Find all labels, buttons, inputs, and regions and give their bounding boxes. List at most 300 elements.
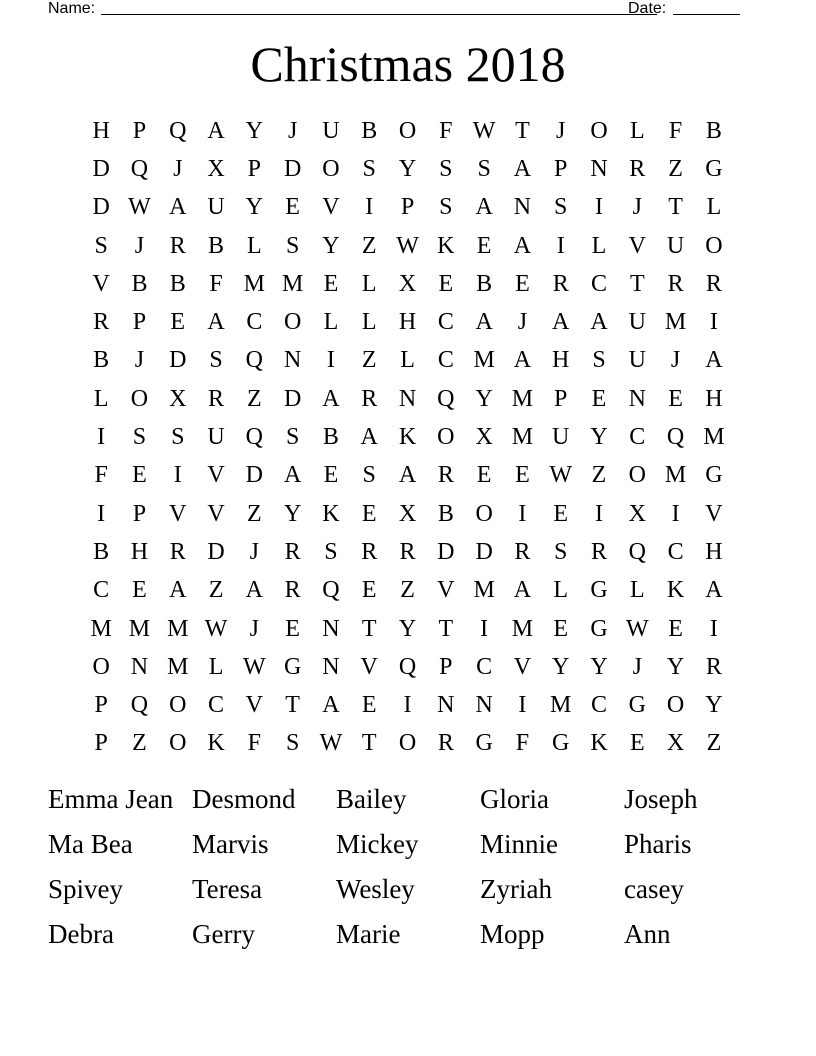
grid-letter: E xyxy=(361,692,377,719)
grid-letter: M xyxy=(281,270,304,297)
grid-letter: S xyxy=(439,194,453,221)
grid-letter: Z xyxy=(361,347,377,374)
grid-letter: R xyxy=(399,538,416,565)
grid-letter: X xyxy=(666,730,685,757)
grid-letter: E xyxy=(361,500,377,527)
grid-letter: G xyxy=(590,577,608,604)
grid-letter: Q xyxy=(130,692,149,719)
grid-letter: E xyxy=(476,232,492,259)
grid-letter: W xyxy=(128,194,151,221)
grid-letter: V xyxy=(245,692,263,719)
grid-letter: I xyxy=(518,692,527,719)
grid-letter: T xyxy=(361,615,377,642)
grid-letter: S xyxy=(362,462,376,489)
grid-letter: K xyxy=(322,500,340,527)
grid-letter: O xyxy=(283,309,302,336)
grid-letter: R xyxy=(591,538,608,565)
grid-letter: M xyxy=(243,270,265,297)
grid-letter: T xyxy=(515,117,530,144)
grid-letter: A xyxy=(245,577,263,604)
grid-letter: C xyxy=(667,538,684,565)
grid-letter: K xyxy=(398,424,417,451)
grid-letter: Z xyxy=(706,730,722,757)
grid-letter: D xyxy=(283,155,302,182)
grid-letter: Y xyxy=(552,653,570,680)
grid-letter: O xyxy=(92,653,110,680)
grid-letter: E xyxy=(285,615,300,642)
grid-letter: E xyxy=(668,385,683,412)
grid-letter: U xyxy=(322,117,340,144)
grid-letter: L xyxy=(361,309,377,336)
grid-letter: W xyxy=(319,730,343,757)
grid-letter: D xyxy=(92,194,110,221)
grid-letter: A xyxy=(207,117,225,144)
grid-letter: I xyxy=(518,500,527,527)
grid-letter: I xyxy=(97,424,106,451)
grid-letter: E xyxy=(515,462,530,489)
grid-letter: R xyxy=(667,270,684,297)
grid-letter: R xyxy=(361,538,378,565)
grid-letter: R xyxy=(514,538,531,565)
grid-letter: N xyxy=(628,385,646,412)
grid-letter: D xyxy=(207,538,225,565)
grid-letter: Q xyxy=(398,653,417,680)
grid-letter: Z xyxy=(247,385,262,412)
grid-letter: N xyxy=(513,194,532,221)
grid-letter: A xyxy=(169,194,187,221)
grid-letter: I xyxy=(709,309,718,336)
word-list xyxy=(48,778,768,958)
word-list-item: Bailey xyxy=(336,784,407,814)
grid-letter: J xyxy=(670,347,681,374)
grid-letter: O xyxy=(398,730,417,757)
grid-letter: W xyxy=(472,117,496,144)
word-list-item: Gloria xyxy=(480,784,549,814)
grid-letter: L xyxy=(323,309,339,336)
grid-letter: N xyxy=(437,692,455,719)
grid-letter: R xyxy=(437,462,454,489)
word-list-item: Minnie xyxy=(480,829,558,859)
grid-letter: I xyxy=(403,692,412,719)
grid-letter: R xyxy=(437,730,454,757)
grid-letter: R xyxy=(93,309,110,336)
grid-letter: G xyxy=(705,462,723,489)
grid-letter: E xyxy=(285,194,300,221)
grid-letter: T xyxy=(361,730,377,757)
grid-letter: C xyxy=(437,309,454,336)
grid-letter: M xyxy=(550,692,572,719)
grid-letter: S xyxy=(285,232,300,259)
grid-letter: Q xyxy=(130,155,149,182)
grid-letter: P xyxy=(94,730,108,757)
grid-letter: J xyxy=(517,309,528,336)
word-list-item: Marie xyxy=(336,919,401,949)
word-list-item: Marvis xyxy=(192,829,269,859)
grid-letter: F xyxy=(439,117,453,144)
grid-letter: Z xyxy=(208,577,224,604)
grid-letter: A xyxy=(322,385,340,412)
grid-letter: I xyxy=(480,615,489,642)
grid-letter: E xyxy=(170,309,186,336)
grid-letter: R xyxy=(208,385,225,412)
grid-letter: A xyxy=(398,462,417,489)
grid-letter: R xyxy=(284,577,301,604)
grid-letter: N xyxy=(130,653,149,680)
grid-letter: G xyxy=(628,692,646,719)
grid-letter: M xyxy=(473,577,495,604)
grid-letter: A xyxy=(475,194,493,221)
grid-letter: X xyxy=(475,424,493,451)
grid-letter: H xyxy=(552,347,570,374)
grid-letter: D xyxy=(92,155,110,182)
grid-letter: E xyxy=(553,615,569,642)
grid-letter: Q xyxy=(437,385,455,412)
grid-letter: Z xyxy=(591,462,607,489)
grid-letter: B xyxy=(361,117,378,144)
grid-letter: C xyxy=(591,270,608,297)
grid-letter: Q xyxy=(322,577,340,604)
grid-letter: T xyxy=(438,615,454,642)
word-list-item: Teresa xyxy=(192,874,263,904)
grid-letter: O xyxy=(437,424,455,451)
grid-letter: H xyxy=(705,538,723,565)
grid-letter: S xyxy=(554,538,568,565)
grid-letter: R xyxy=(169,538,186,565)
grid-letter: U xyxy=(552,424,570,451)
grid-letter: Y xyxy=(245,117,263,144)
grid-letter: O xyxy=(322,155,340,182)
grid-letter: M xyxy=(511,385,534,412)
grid-letter: W xyxy=(204,615,228,642)
grid-letter: N xyxy=(322,653,340,680)
grid-letter: J xyxy=(287,117,298,144)
grid-letter: U xyxy=(628,309,646,336)
grid-letter: A xyxy=(283,462,302,489)
grid-letter: E xyxy=(668,615,683,642)
grid-letter: E xyxy=(132,577,147,604)
grid-letter: G xyxy=(705,155,723,182)
grid-letter: X xyxy=(169,385,187,412)
grid-letter: N xyxy=(283,347,302,374)
grid-letter: U xyxy=(207,424,225,451)
grid-letter: I xyxy=(365,194,374,221)
grid-letter: X xyxy=(207,155,225,182)
grid-letter: V xyxy=(437,577,455,604)
grid-letter: O xyxy=(169,692,187,719)
grid-letter: K xyxy=(207,730,225,757)
word-list-item: Emma Jean xyxy=(48,784,174,814)
grid-letter: C xyxy=(246,309,263,336)
grid-letter: J xyxy=(134,347,145,374)
worksheet-header xyxy=(48,0,748,22)
grid-letter: E xyxy=(132,462,147,489)
grid-letter: V xyxy=(705,500,723,527)
grid-letter: M xyxy=(90,615,112,642)
grid-letter: M xyxy=(664,462,687,489)
word-list-item: Mopp xyxy=(480,919,545,949)
grid-letter: L xyxy=(400,347,415,374)
grid-letter: N xyxy=(322,615,340,642)
word-list-item: Pharis xyxy=(624,829,692,859)
grid-letter: L xyxy=(553,577,569,604)
grid-letter: H xyxy=(92,117,110,144)
grid-letter: J xyxy=(173,155,183,182)
grid-letter: B xyxy=(322,424,339,451)
grid-letter: D xyxy=(169,347,187,374)
grid-letter: S xyxy=(439,155,453,182)
grid-letter: E xyxy=(323,270,339,297)
grid-letter: I xyxy=(595,194,603,221)
grid-letter: O xyxy=(398,117,417,144)
word-list-item: Mickey xyxy=(336,829,419,859)
grid-letter: N xyxy=(398,385,417,412)
grid-letter: S xyxy=(592,347,606,374)
word-search-grid xyxy=(82,112,733,763)
grid-letter: K xyxy=(437,232,455,259)
word-list-item: Debra xyxy=(48,919,114,949)
grid-letter: E xyxy=(629,730,645,757)
grid-letter: L xyxy=(247,232,262,259)
grid-letter: A xyxy=(705,577,723,604)
grid-letter: Z xyxy=(132,730,147,757)
grid-letter: B xyxy=(93,538,110,565)
grid-letter: P xyxy=(132,309,147,336)
grid-letter: W xyxy=(243,653,266,680)
grid-letter: E xyxy=(438,270,454,297)
page-title: Christmas 2018 xyxy=(250,36,566,92)
grid-letter: C xyxy=(476,653,493,680)
grid-letter: E xyxy=(515,270,530,297)
grid-letter: Z xyxy=(361,232,377,259)
grid-letter: I xyxy=(709,615,718,642)
grid-letter: J xyxy=(249,615,259,642)
word-list-item: Desmond xyxy=(192,784,296,814)
grid-letter: A xyxy=(552,309,570,336)
grid-letter: T xyxy=(629,270,645,297)
grid-letter: T xyxy=(285,692,300,719)
grid-letter: M xyxy=(473,347,495,374)
grid-letter: Y xyxy=(705,692,723,719)
grid-letter: Y xyxy=(283,500,302,527)
word-list-item: Ann xyxy=(624,919,671,949)
grid-letter: S xyxy=(285,730,300,757)
grid-letter: B xyxy=(169,270,186,297)
grid-letter: R xyxy=(169,232,186,259)
grid-letter: A xyxy=(513,577,532,604)
grid-letter: Y xyxy=(398,155,417,182)
grid-letter: J xyxy=(134,232,145,259)
grid-letter: Y xyxy=(322,232,340,259)
grid-letter: V xyxy=(207,500,225,527)
grid-letter: D xyxy=(245,462,263,489)
grid-letter: O xyxy=(705,232,723,259)
grid-letter: B xyxy=(437,500,454,527)
grid-letter: A xyxy=(513,232,532,259)
grid-letter: C xyxy=(437,347,454,374)
grid-letter: V xyxy=(169,500,187,527)
grid-letter: F xyxy=(247,730,262,757)
grid-letter: O xyxy=(130,385,149,412)
grid-letter: V xyxy=(322,194,340,221)
grid-letter: E xyxy=(323,462,339,489)
grid-letter: O xyxy=(475,500,493,527)
grid-letter: V xyxy=(628,232,646,259)
grid-letter: V xyxy=(92,270,110,297)
grid-letter: S xyxy=(94,232,108,259)
grid-letter: Q xyxy=(169,117,187,144)
grid-letter: E xyxy=(361,577,377,604)
grid-letter: W xyxy=(549,462,573,489)
grid-letter: Y xyxy=(590,424,608,451)
grid-letter: G xyxy=(552,730,570,757)
grid-letter: R xyxy=(361,385,378,412)
grid-letter: Q xyxy=(245,347,263,374)
word-list-item: Zyriah xyxy=(480,874,552,904)
grid-letter: Q xyxy=(666,424,685,451)
grid-letter: E xyxy=(476,462,492,489)
date-blank-line xyxy=(673,0,740,15)
grid-letter: L xyxy=(591,232,607,259)
grid-letter: P xyxy=(132,117,147,144)
grid-letter: V xyxy=(513,653,532,680)
grid-letter: P xyxy=(400,194,415,221)
grid-letter: S xyxy=(324,538,338,565)
grid-letter: A xyxy=(705,347,723,374)
grid-letter: W xyxy=(625,615,649,642)
grid-letter: M xyxy=(167,653,189,680)
grid-letter: Y xyxy=(666,653,685,680)
grid-letter: B xyxy=(93,347,110,374)
grid-letter: P xyxy=(132,500,147,527)
grid-letter: N xyxy=(475,692,493,719)
grid-letter: S xyxy=(209,347,223,374)
grid-letter: N xyxy=(590,155,608,182)
grid-letter: M xyxy=(664,309,687,336)
grid-letter: H xyxy=(130,538,149,565)
grid-letter: A xyxy=(169,577,187,604)
grid-letter: Q xyxy=(628,538,646,565)
grid-letter: R xyxy=(629,155,646,182)
grid-letter: Z xyxy=(668,155,683,182)
word-list-item: Wesley xyxy=(336,874,415,904)
grid-letter: U xyxy=(666,232,685,259)
grid-letter: X xyxy=(398,270,417,297)
grid-letter: B xyxy=(208,232,225,259)
grid-letter: J xyxy=(249,538,259,565)
grid-letter: C xyxy=(591,692,608,719)
grid-letter: O xyxy=(666,692,685,719)
grid-letter: A xyxy=(513,155,532,182)
grid-letter: S xyxy=(171,424,185,451)
date-label: Date: xyxy=(628,0,667,17)
grid-letter: A xyxy=(513,347,532,374)
grid-letter: A xyxy=(360,424,378,451)
grid-letter: E xyxy=(591,385,607,412)
grid-letter: A xyxy=(475,309,493,336)
grid-letter: S xyxy=(554,194,568,221)
grid-letter: Z xyxy=(247,500,262,527)
grid-letter: M xyxy=(167,615,189,642)
name-label: Name: xyxy=(48,0,96,17)
grid-letter: A xyxy=(207,309,225,336)
grid-letter: T xyxy=(668,194,683,221)
grid-letter: R xyxy=(552,270,569,297)
grid-letter: P xyxy=(554,155,568,182)
grid-letter: B xyxy=(705,117,722,144)
grid-letter: K xyxy=(590,730,608,757)
grid-letter: D xyxy=(437,538,455,565)
grid-letter: V xyxy=(360,653,378,680)
grid-letter: Y xyxy=(475,385,493,412)
grid-letter: L xyxy=(706,194,722,221)
grid-letter: C xyxy=(629,424,646,451)
grid-letter: D xyxy=(475,538,493,565)
word-list-item: Spivey xyxy=(48,874,124,904)
grid-letter: G xyxy=(590,615,608,642)
grid-letter: J xyxy=(632,653,642,680)
grid-letter: E xyxy=(553,500,569,527)
grid-letter: M xyxy=(703,424,725,451)
grid-letter: P xyxy=(439,653,453,680)
grid-letter: L xyxy=(629,577,645,604)
grid-letter: S xyxy=(285,424,300,451)
word-list-item: casey xyxy=(624,874,684,904)
grid-letter: B xyxy=(131,270,148,297)
grid-letter: C xyxy=(208,692,225,719)
grid-letter: J xyxy=(556,117,566,144)
grid-letter: U xyxy=(628,347,646,374)
grid-letter: I xyxy=(326,347,335,374)
grid-letter: H xyxy=(398,309,417,336)
grid-letter: R xyxy=(705,653,722,680)
grid-letter: I xyxy=(595,500,603,527)
grid-letter: J xyxy=(632,194,642,221)
grid-letter: F xyxy=(515,730,530,757)
grid-letter: F xyxy=(209,270,223,297)
grid-letter: O xyxy=(628,462,646,489)
grid-letter: L xyxy=(208,653,224,680)
grid-letter: C xyxy=(93,577,110,604)
grid-letter: S xyxy=(362,155,376,182)
grid-letter: G xyxy=(283,653,302,680)
grid-letter: O xyxy=(590,117,608,144)
grid-letter: L xyxy=(93,385,109,412)
grid-letter: B xyxy=(476,270,493,297)
grid-letter: D xyxy=(283,385,302,412)
grid-letter: X xyxy=(398,500,417,527)
grid-letter: L xyxy=(629,117,645,144)
grid-letter: U xyxy=(207,194,225,221)
grid-letter: M xyxy=(128,615,151,642)
grid-letter: R xyxy=(284,538,301,565)
grid-letter: X xyxy=(628,500,646,527)
grid-letter: K xyxy=(666,577,685,604)
grid-letter: G xyxy=(475,730,493,757)
word-list-item: Ma Bea xyxy=(48,829,133,859)
grid-letter: Z xyxy=(400,577,415,604)
grid-letter: I xyxy=(671,500,680,527)
grid-letter: I xyxy=(173,462,182,489)
grid-letter: Y xyxy=(590,653,608,680)
grid-letter: I xyxy=(97,500,106,527)
grid-letter: A xyxy=(590,309,608,336)
grid-letter: H xyxy=(705,385,723,412)
grid-letter: V xyxy=(207,462,225,489)
name-blank-line xyxy=(101,0,657,15)
grid-letter: A xyxy=(322,692,340,719)
word-list-item: Gerry xyxy=(192,919,255,949)
grid-letter: F xyxy=(94,462,108,489)
